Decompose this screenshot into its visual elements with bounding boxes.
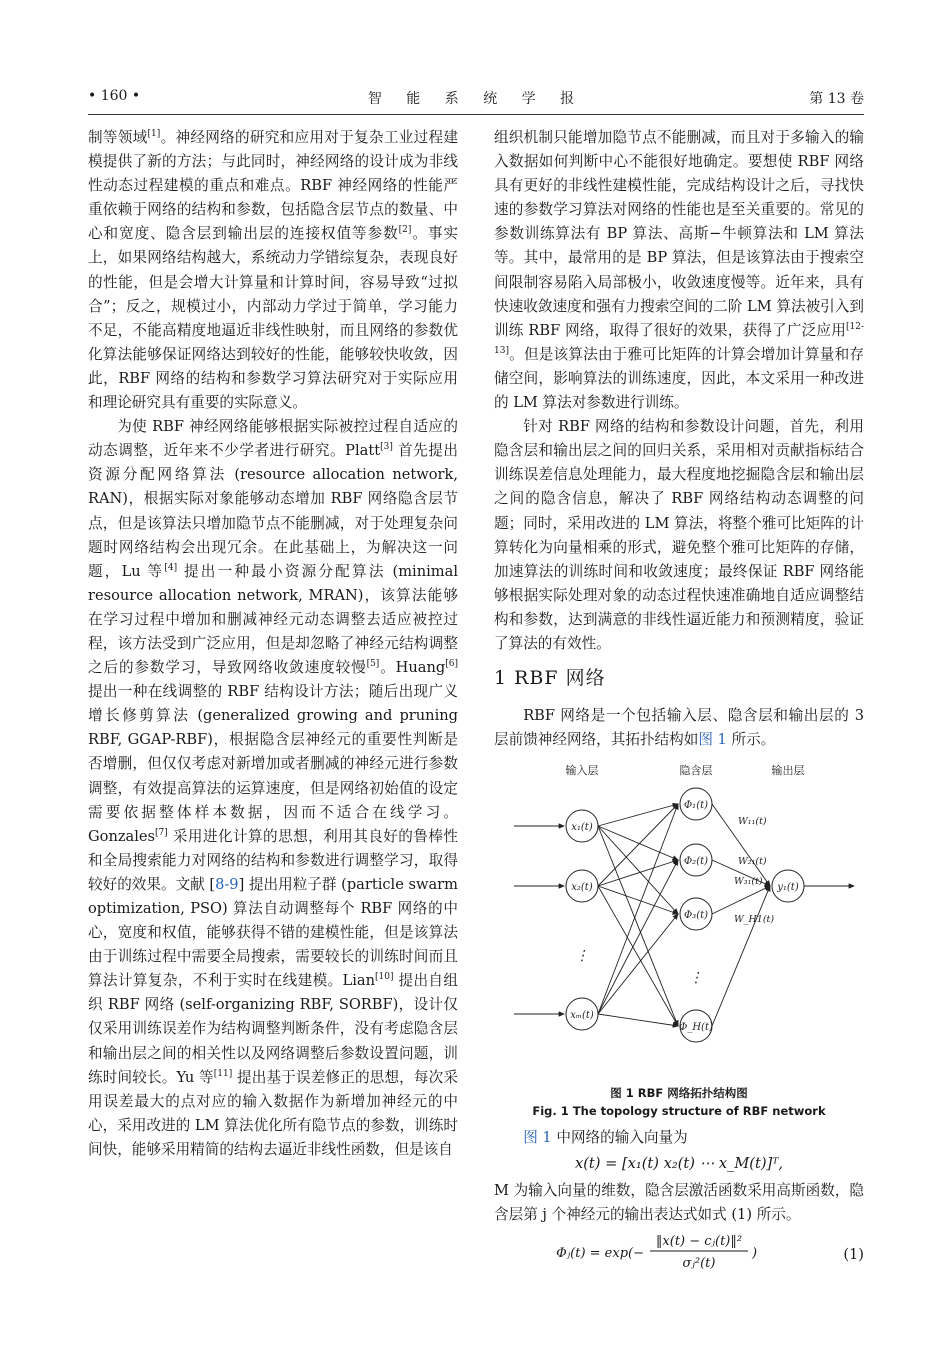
input-vector-equation: x(t) = [x₁(t) x₂(t) ⋯ x_M(t)]ᵀ,	[574, 1155, 784, 1173]
hidden-layer-label: 隐含层	[679, 764, 713, 778]
section-heading: 1 RBF 网络	[494, 667, 606, 690]
equation-rhs: )	[752, 1245, 758, 1261]
hidden-node-label: Φ₃(t)	[683, 910, 709, 922]
rbf-network-diagram	[494, 756, 864, 1086]
gaussian-equation-svg	[494, 1231, 864, 1275]
right-paragraph-5: M 为输入向量的维数，隐含层激活函数采用高斯函数，隐含层第 j 个神经元的输出表达式如式 (1) 所示。	[494, 1181, 864, 1223]
cross-reference-link[interactable]: 图 1	[698, 731, 727, 749]
header-rule	[88, 114, 864, 115]
citation-ref[interactable]: [11]	[213, 1068, 233, 1079]
volume-label: 第 13 卷	[809, 91, 864, 107]
citation-ref[interactable]: [4]	[164, 562, 178, 573]
input-hidden-edge	[598, 804, 678, 1014]
right-paragraph-1: 组织机制只能增加隐节点不能删减，而且对于多输入的输入数据如何判断中心不能很好地确定。要想使 RBF 网络具有更好的非线性建模性能，完成结构设计之后，寻找快速的参数学习算法对网络的性能也是至关重要的。常见的参数训练算法有 BP 算法、高斯−牛顿算法和 LM 算法等。其中，最常用的是 BP 算法，但是该算法由于搜索空间限制容易陷入局部极小，收敛速度慢等。近年来，具有快速收敛速度和强有力搜索空间的二阶 LM 算法被引入到训练 RBF 网络，取得了很好的效果，获得了广泛应用[12-13]。但是该算法由于雅可比矩阵的计算会增加计算量和存储空间，影响算法的训练速度，因此，本文采用一种改进的 LM 算法对参数进行训练。	[494, 129, 864, 412]
figure-caption-en: Fig. 1 The topology structure of RBF network	[532, 1104, 826, 1119]
input-hidden-edge	[598, 886, 678, 1026]
citation-ref[interactable]: [1]	[147, 129, 161, 140]
weight-label: W_H1(t)	[734, 914, 775, 926]
citation-ref[interactable]: [6]	[445, 659, 458, 670]
input-node-label: x₂(t)	[571, 882, 593, 894]
equation-numerator: ‖x(t) − cⱼ(t)‖²	[655, 1233, 743, 1249]
citation-ref[interactable]: [10]	[374, 972, 394, 983]
citation-ref[interactable]: [5]	[366, 659, 380, 670]
rbf-topology-figure	[494, 756, 864, 1119]
journal-title: 智 能 系 统 学 报	[367, 91, 585, 107]
cross-reference-link[interactable]: 8-9	[215, 875, 239, 893]
equation-denominator: σⱼ²(t)	[682, 1255, 716, 1271]
input-hidden-edge	[598, 804, 678, 826]
input-hidden-edge	[598, 860, 678, 886]
right-column	[494, 126, 864, 1275]
output-layer-label: 输出层	[771, 764, 805, 778]
citation-ref[interactable]: [7]	[155, 827, 168, 838]
input-hidden-edge	[598, 1014, 678, 1026]
input-node-label: xₘ(t)	[570, 1010, 594, 1022]
output-node-label: y₁(t)	[777, 882, 799, 894]
right-paragraph-3: RBF 网络是一个包括输入层、隐含层和输出层的 3 层前馈神经网络，其拓扑结构如图 1 所示。	[494, 707, 864, 749]
running-header	[88, 88, 864, 110]
left-paragraph-1: 制等领域[1]。神经网络的研究和应用对于复杂工业过程建模提供了新的方法；与此同时，神经网络的设计成为非线性动态过程建模的重点和难点。RBF 神经网络的性能严重依赖于网络的结构和参数，包括隐含层节点的数量、中心和宽度、隐含层到输出层的连接权值等参数[2]。事实上，如果网络结构越大，系统动力学错综复杂，表现良好的性能，但是会增大计算量和计算时间，容易导致“过拟合”；反之，规模过小，内部动力学过于简单，学习能力不足，不能高精度地逼近非线性映射，而且网络的参数优化算法能够保证网络达到较好的性能，能够较快收敛，因此，RBF 网络的结构和参数学习算法研究对于实际应用和理论研究具有重要的实际意义。	[88, 129, 458, 412]
input-hidden-edge	[598, 826, 678, 914]
input-layer-label: 输入层	[565, 764, 599, 778]
right-paragraph-4: 图 1 中网络的输入向量为	[523, 1129, 688, 1147]
page-number: • 160 •	[88, 88, 141, 104]
cross-reference-link[interactable]: 图 1	[523, 1129, 552, 1147]
weight-label: W₁₁(t)	[738, 816, 767, 828]
hidden-output-edge	[712, 886, 770, 1026]
hidden-node-label: Φ_H(t)	[679, 1022, 713, 1034]
hidden-ellipsis: ⋮	[689, 970, 703, 987]
equation-lhs: Φⱼ(t) = exp(−	[556, 1245, 644, 1261]
input-hidden-edge	[598, 860, 678, 1014]
citation-ref[interactable]: [12-13]	[494, 321, 864, 356]
input-hidden-edge	[598, 804, 678, 886]
hidden-output-edge	[712, 886, 770, 914]
weight-label: W₃₁(t)	[734, 876, 763, 888]
weight-label: W₂₁(t)	[738, 856, 767, 868]
input-node-label: x₁(t)	[571, 822, 593, 834]
right-paragraph-2: 针对 RBF 网络的结构和参数设计问题，首先，利用隐含层和输出层之间的回归关系，采用相对贡献指标结合训练误差信息处理能力，最大程度地挖掘隐含层和输出层之间的隐含信息，解决了 RBF 网络结构动态调整的问题；同时，采用改进的 LM 算法，将整个雅可比矩阵的计算转化为向量相乘的形式，避免整个雅可比矩阵的存储，加速算法的训练时间和收敛速度；最终保证 RBF 网络能够根据实际处理对象的动态过程快速准确地自适应调整结构和参数，达到满意的非线性逼近能力和预测精度，验证了算法的有效性。	[494, 418, 864, 652]
input-hidden-edge	[598, 914, 678, 1014]
hidden-node-label: Φ₁(t)	[683, 800, 709, 812]
left-paragraph-2: 为使 RBF 神经网络能够根据实际被控过程自适应的动态调整，近年来不少学者进行研究。Platt[3] 首先提出资源分配网络算法 (resource allocation network, RAN)，根据实际对象能够动态增加 RBF 网络隐含层节点，但是该算法只增加隐节点不能删减，对于处理复杂问题时网络结构会出现冗余。在此基础上，为解决这一问题，Lu 等[4] 提出一种最小资源分配算法 (minimal resource allocation network, MRAN)，该算法能够在学习过程中增加和删减神经元动态调整去适应被控过程，该方法受到广泛应用，但是却忽略了神经元结构调整之后的参数学习，导致网络收敛速度较慢[5]。Huang[6] 提出一种在线调整的 RBF 结构设计方法；随后出现广义增长修剪算法 (generalized growing and pruning RBF, GGAP-RBF)，根据隐含层神经元的重要性判断是否增删，但仅仅考虑对新增加或者删减的神经元进行参数调整，有效提高算法的运算速度，但是网络初始值的设定需要依据整体样本数据，因而不适合在线学习。Gonzales[7] 采用进化计算的思想，利用其良好的鲁棒性和全局搜索能力对网络的结构和参数进行调整学习，取得较好的效果。文献 [8-9] 提出用粒子群 (particle swarm optimization, PSO) 算法自动调整每个 RBF 网络的中心，宽度和权值，能够获得不错的建模性能，但是该算法由于训练过程中需要全局搜索，需要较长的训练时间而且算法计算复杂，不利于实时在线建模。Lian[10] 提出自组织 RBF 网络 (self-organizing RBF, SORBF)，设计仅仅采用训练误差作为结构调整判断条件，没有考虑隐含层和输出层之间的相关性以及网络调整后参数设置问题，训练时间较长。Yu 等[11] 提出基于误差修正的思想，每次采用误差最大的点对应的输入数据作为新增加神经元的中心，采用改进的 LM 算法优化所有隐节点的参数，训练时间快，能够采用精简的结构去逼近非线性函数，但是该自	[88, 418, 459, 1158]
citation-ref[interactable]: [2]	[398, 225, 412, 236]
citation-ref[interactable]: [3]	[380, 442, 393, 453]
gaussian-equation	[494, 1231, 864, 1275]
hidden-node-label: Φ₂(t)	[683, 856, 709, 868]
input-hidden-edge	[598, 826, 678, 1026]
figure-caption-cn: 图 1 RBF 网络拓扑结构图	[610, 1086, 748, 1101]
equation-number: (1)	[843, 1245, 864, 1263]
input-ellipsis: ⋮	[575, 948, 589, 965]
left-column	[88, 126, 458, 1162]
